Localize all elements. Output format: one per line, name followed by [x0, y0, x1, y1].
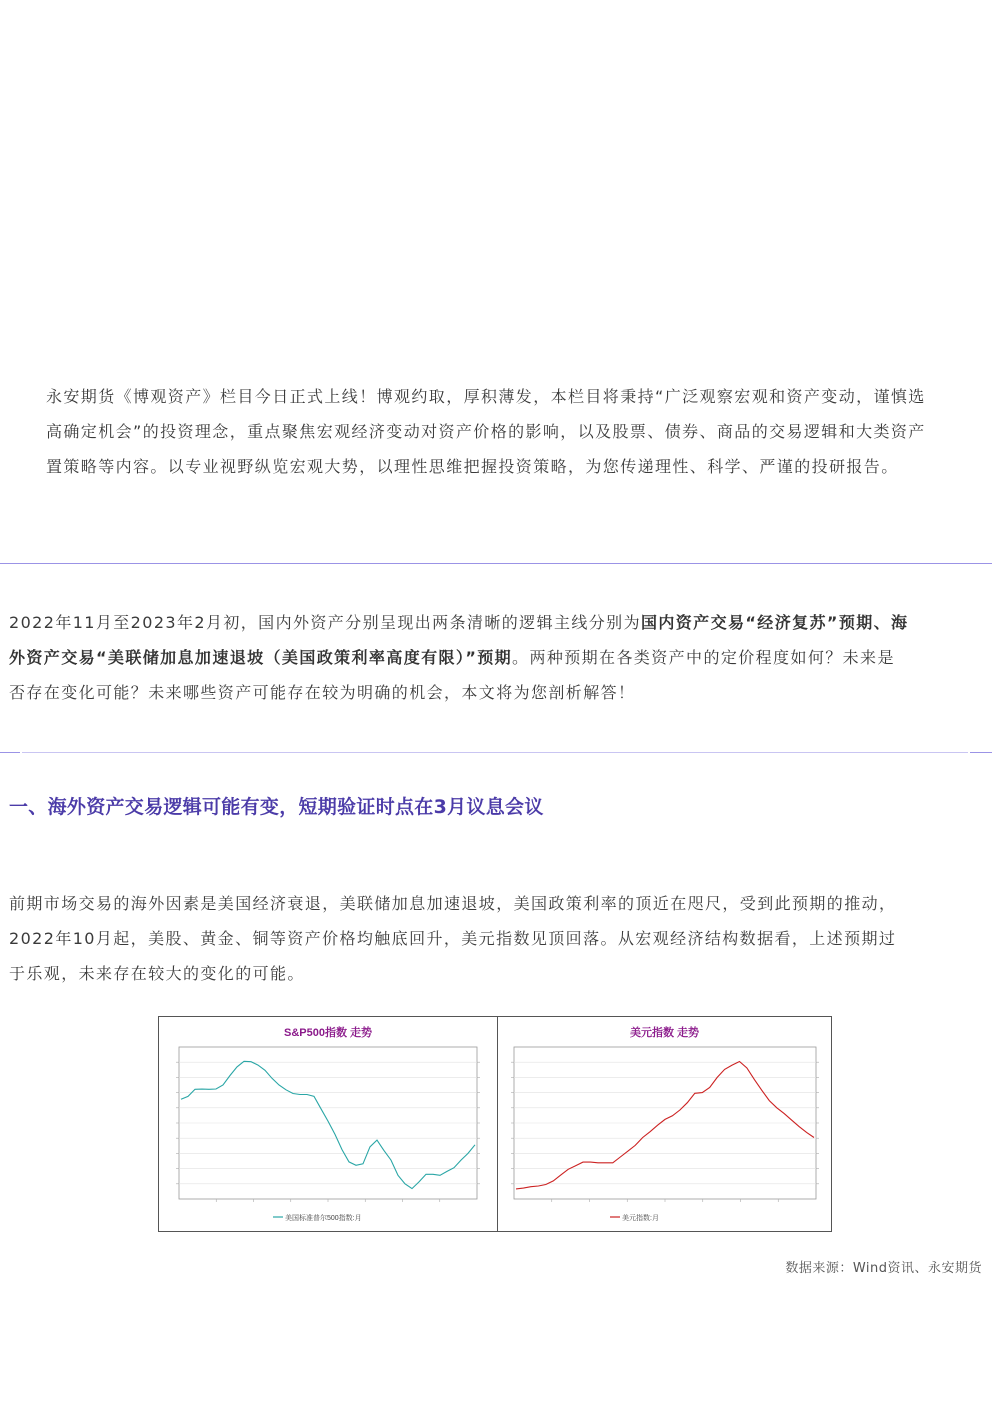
summary-text: 2022年11月至2023年2月初，国内外资产分别呈现出两条清晰的逻辑主线分别为 — [9, 613, 641, 632]
section-paragraph — [9, 886, 896, 991]
summary-bold: 外资产交易“美联储加息加速退坡（美国政策利率高度有限）”预期 — [9, 648, 513, 667]
section-line: 于乐观，未来存在较大的变化的可能。 — [9, 964, 305, 983]
section-line: 前期市场交易的海外因素是美国经济衰退，美联储加息加速退坡，美国政策利率的顶近在咫尺，受到此预期的推动， — [9, 894, 897, 913]
series-line — [516, 1062, 814, 1189]
chart-title: 美元指数 走势 — [629, 1027, 700, 1039]
divider-right — [970, 752, 992, 753]
sp500-chart — [159, 1017, 497, 1231]
chart-title: S&P500指数 走势 — [283, 1027, 373, 1039]
summary-bold: 国内资产交易“经济复苏”预期、海 — [640, 613, 909, 632]
legend-label: 美国标准普尔500指数:月 — [285, 1215, 362, 1222]
divider-center — [22, 752, 968, 753]
divider — [0, 563, 992, 564]
intro-line: 高确定机会”的投资理念，重点聚焦宏观经济变动对资产价格的影响，以及股票、债券、商品的交易逻辑和大类资产 — [46, 422, 926, 441]
summary-line: 否存在变化可能？未来哪些资产可能存在较为明确的机会，本文将为您剖析解答！ — [9, 683, 636, 702]
dxy-chart-panel — [497, 1016, 832, 1232]
dxy-chart — [498, 1017, 831, 1231]
legend-label: 美元指数:月 — [622, 1215, 659, 1222]
summary-paragraph — [9, 605, 908, 710]
data-source: 数据来源：Wind资讯、永安期货 — [785, 1261, 982, 1276]
summary-text: 。两种预期在各类资产中的定价程度如何？未来是 — [512, 648, 895, 667]
intro-line: 置策略等内容。以专业视野纵览宏观大势，以理性思维把握投资策略，为您传递理性、科学、严谨的投研报告。 — [46, 457, 899, 476]
intro-line: 永安期货《博观资产》栏目今日正式上线！博观约取，厚积薄发，本栏目将秉持“广泛观察宏观和资产变动，谨慎选 — [46, 387, 926, 406]
section-line: 2022年10月起，美股、黄金、铜等资产价格均触底回升，美元指数见顶回落。从宏观经济结构数据看，上述预期过 — [9, 929, 897, 948]
summary-line — [9, 640, 908, 675]
summary-line — [9, 605, 908, 640]
sp500-chart-panel — [158, 1016, 498, 1232]
section-heading: 一、海外资产交易逻辑可能有变，短期验证时点在3月议息会议 — [9, 796, 544, 818]
series-line — [181, 1061, 475, 1188]
divider-left — [0, 752, 20, 753]
intro-paragraph — [46, 379, 992, 484]
